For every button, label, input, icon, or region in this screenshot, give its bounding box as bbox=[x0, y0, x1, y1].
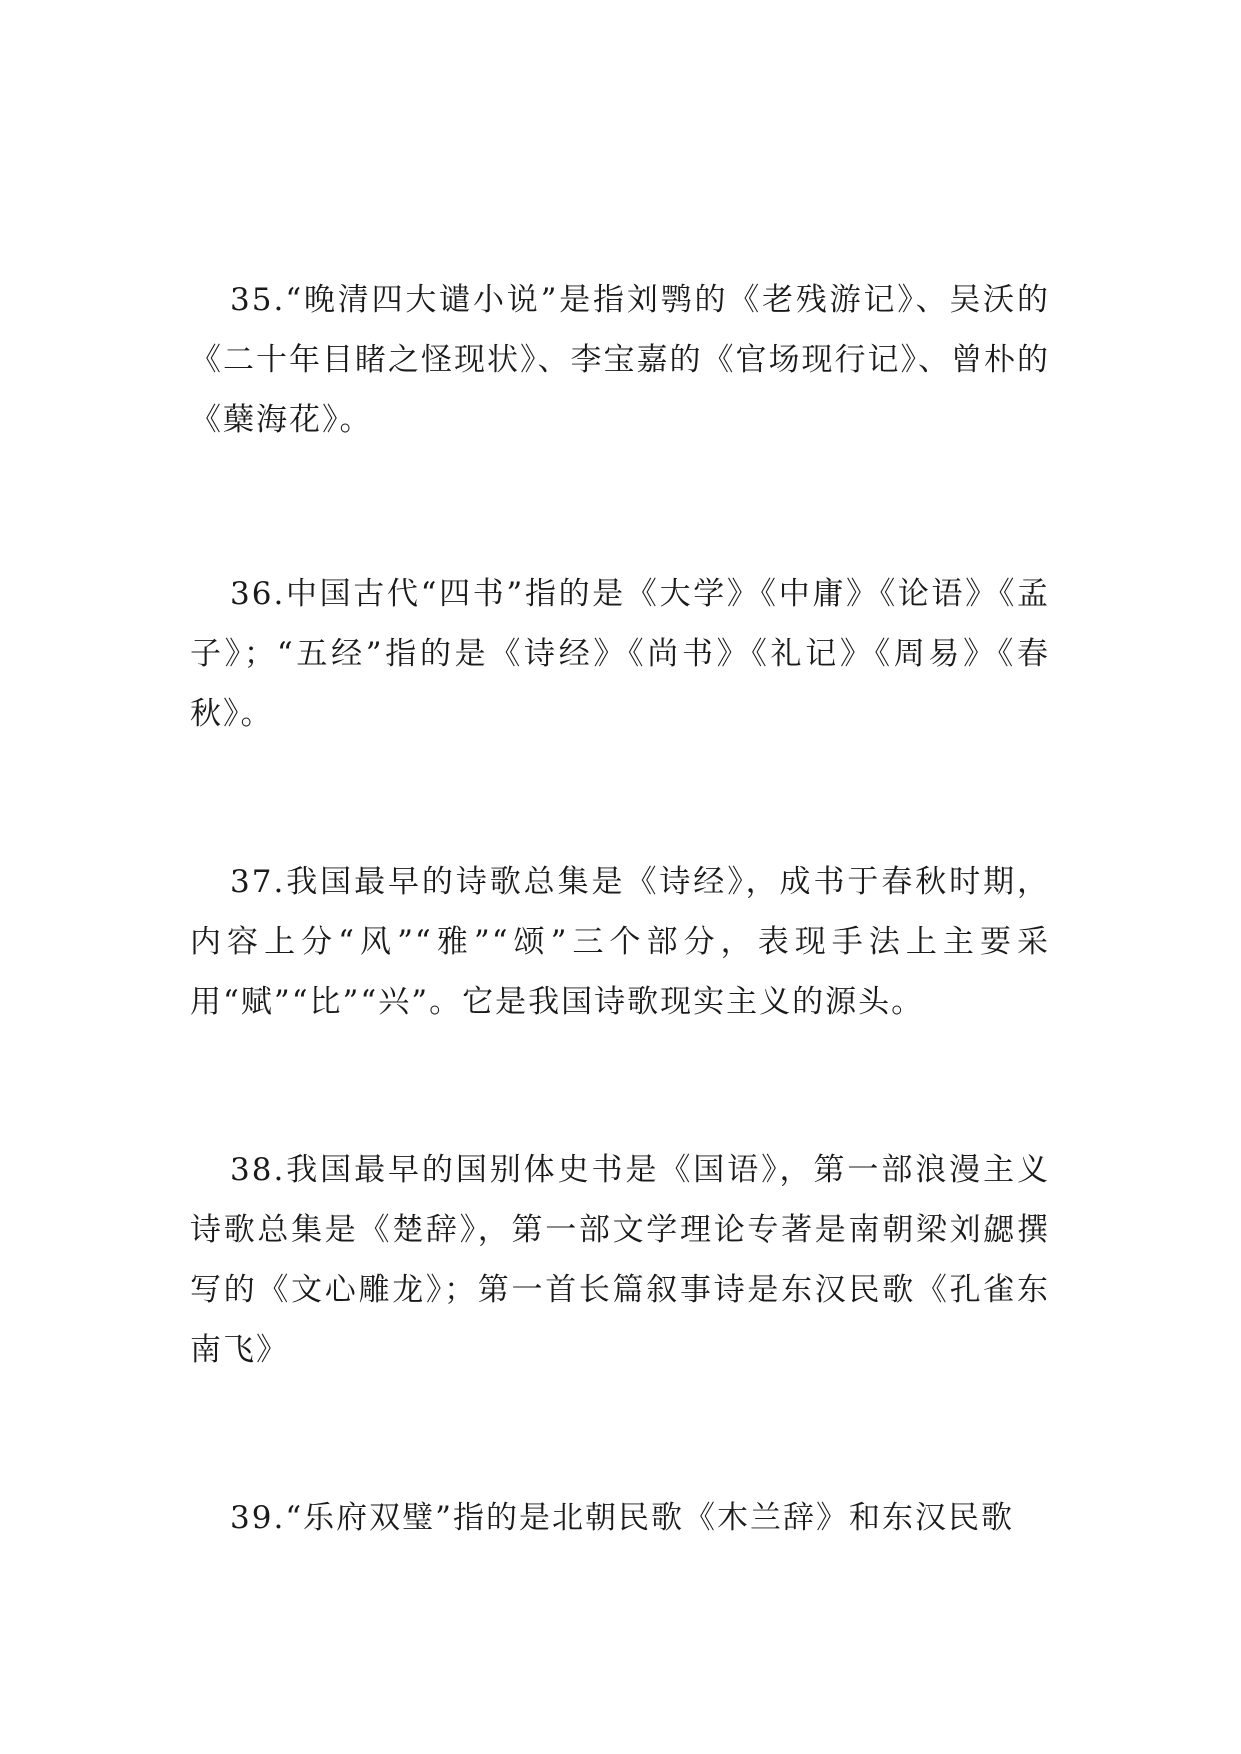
item-text: 我国最早的国别体史书是《国语》，第一部浪漫主义诗歌总集是《楚辞》，第一部文学理论专著是南朝梁刘勰撰写的《文心雕龙》；第一首长篇叙事诗是东汉民歌《孔雀东南飞》 bbox=[190, 1152, 1050, 1368]
paragraph-38 bbox=[190, 1140, 1050, 1380]
paragraph-36 bbox=[190, 564, 1050, 744]
paragraph-35 bbox=[190, 270, 1050, 450]
item-text: 我国最早的诗歌总集是《诗经》，成书于春秋时期，内容上分“风”“雅”“颂”三个部分，表现手法上主要采用“赋”“比”“兴”。它是我国诗歌现实主义的源头。 bbox=[190, 864, 1050, 1020]
item-number: 38. bbox=[230, 1152, 286, 1188]
item-text: 中国古代“四书”指的是《大学》《中庸》《论语》《孟子》；“五经”指的是《诗经》《尚书》《礼记》《周易》《春秋》。 bbox=[190, 576, 1050, 732]
paragraph-37 bbox=[190, 852, 1050, 1032]
item-number: 39. bbox=[230, 1500, 286, 1536]
item-number: 35. bbox=[230, 282, 286, 318]
item-number: 37. bbox=[230, 864, 286, 900]
item-text: “乐府双璧”指的是北朝民歌《木兰辞》和东汉民歌 bbox=[285, 1500, 1015, 1536]
item-number: 36. bbox=[230, 576, 286, 612]
item-text: “晚清四大谴小说”是指刘鹗的《老残游记》、吴沃的《二十年目睹之怪现状》、李宝嘉的《官场现行记》、曾朴的《蘖海花》。 bbox=[190, 282, 1050, 438]
paragraph-39 bbox=[190, 1488, 1050, 1548]
